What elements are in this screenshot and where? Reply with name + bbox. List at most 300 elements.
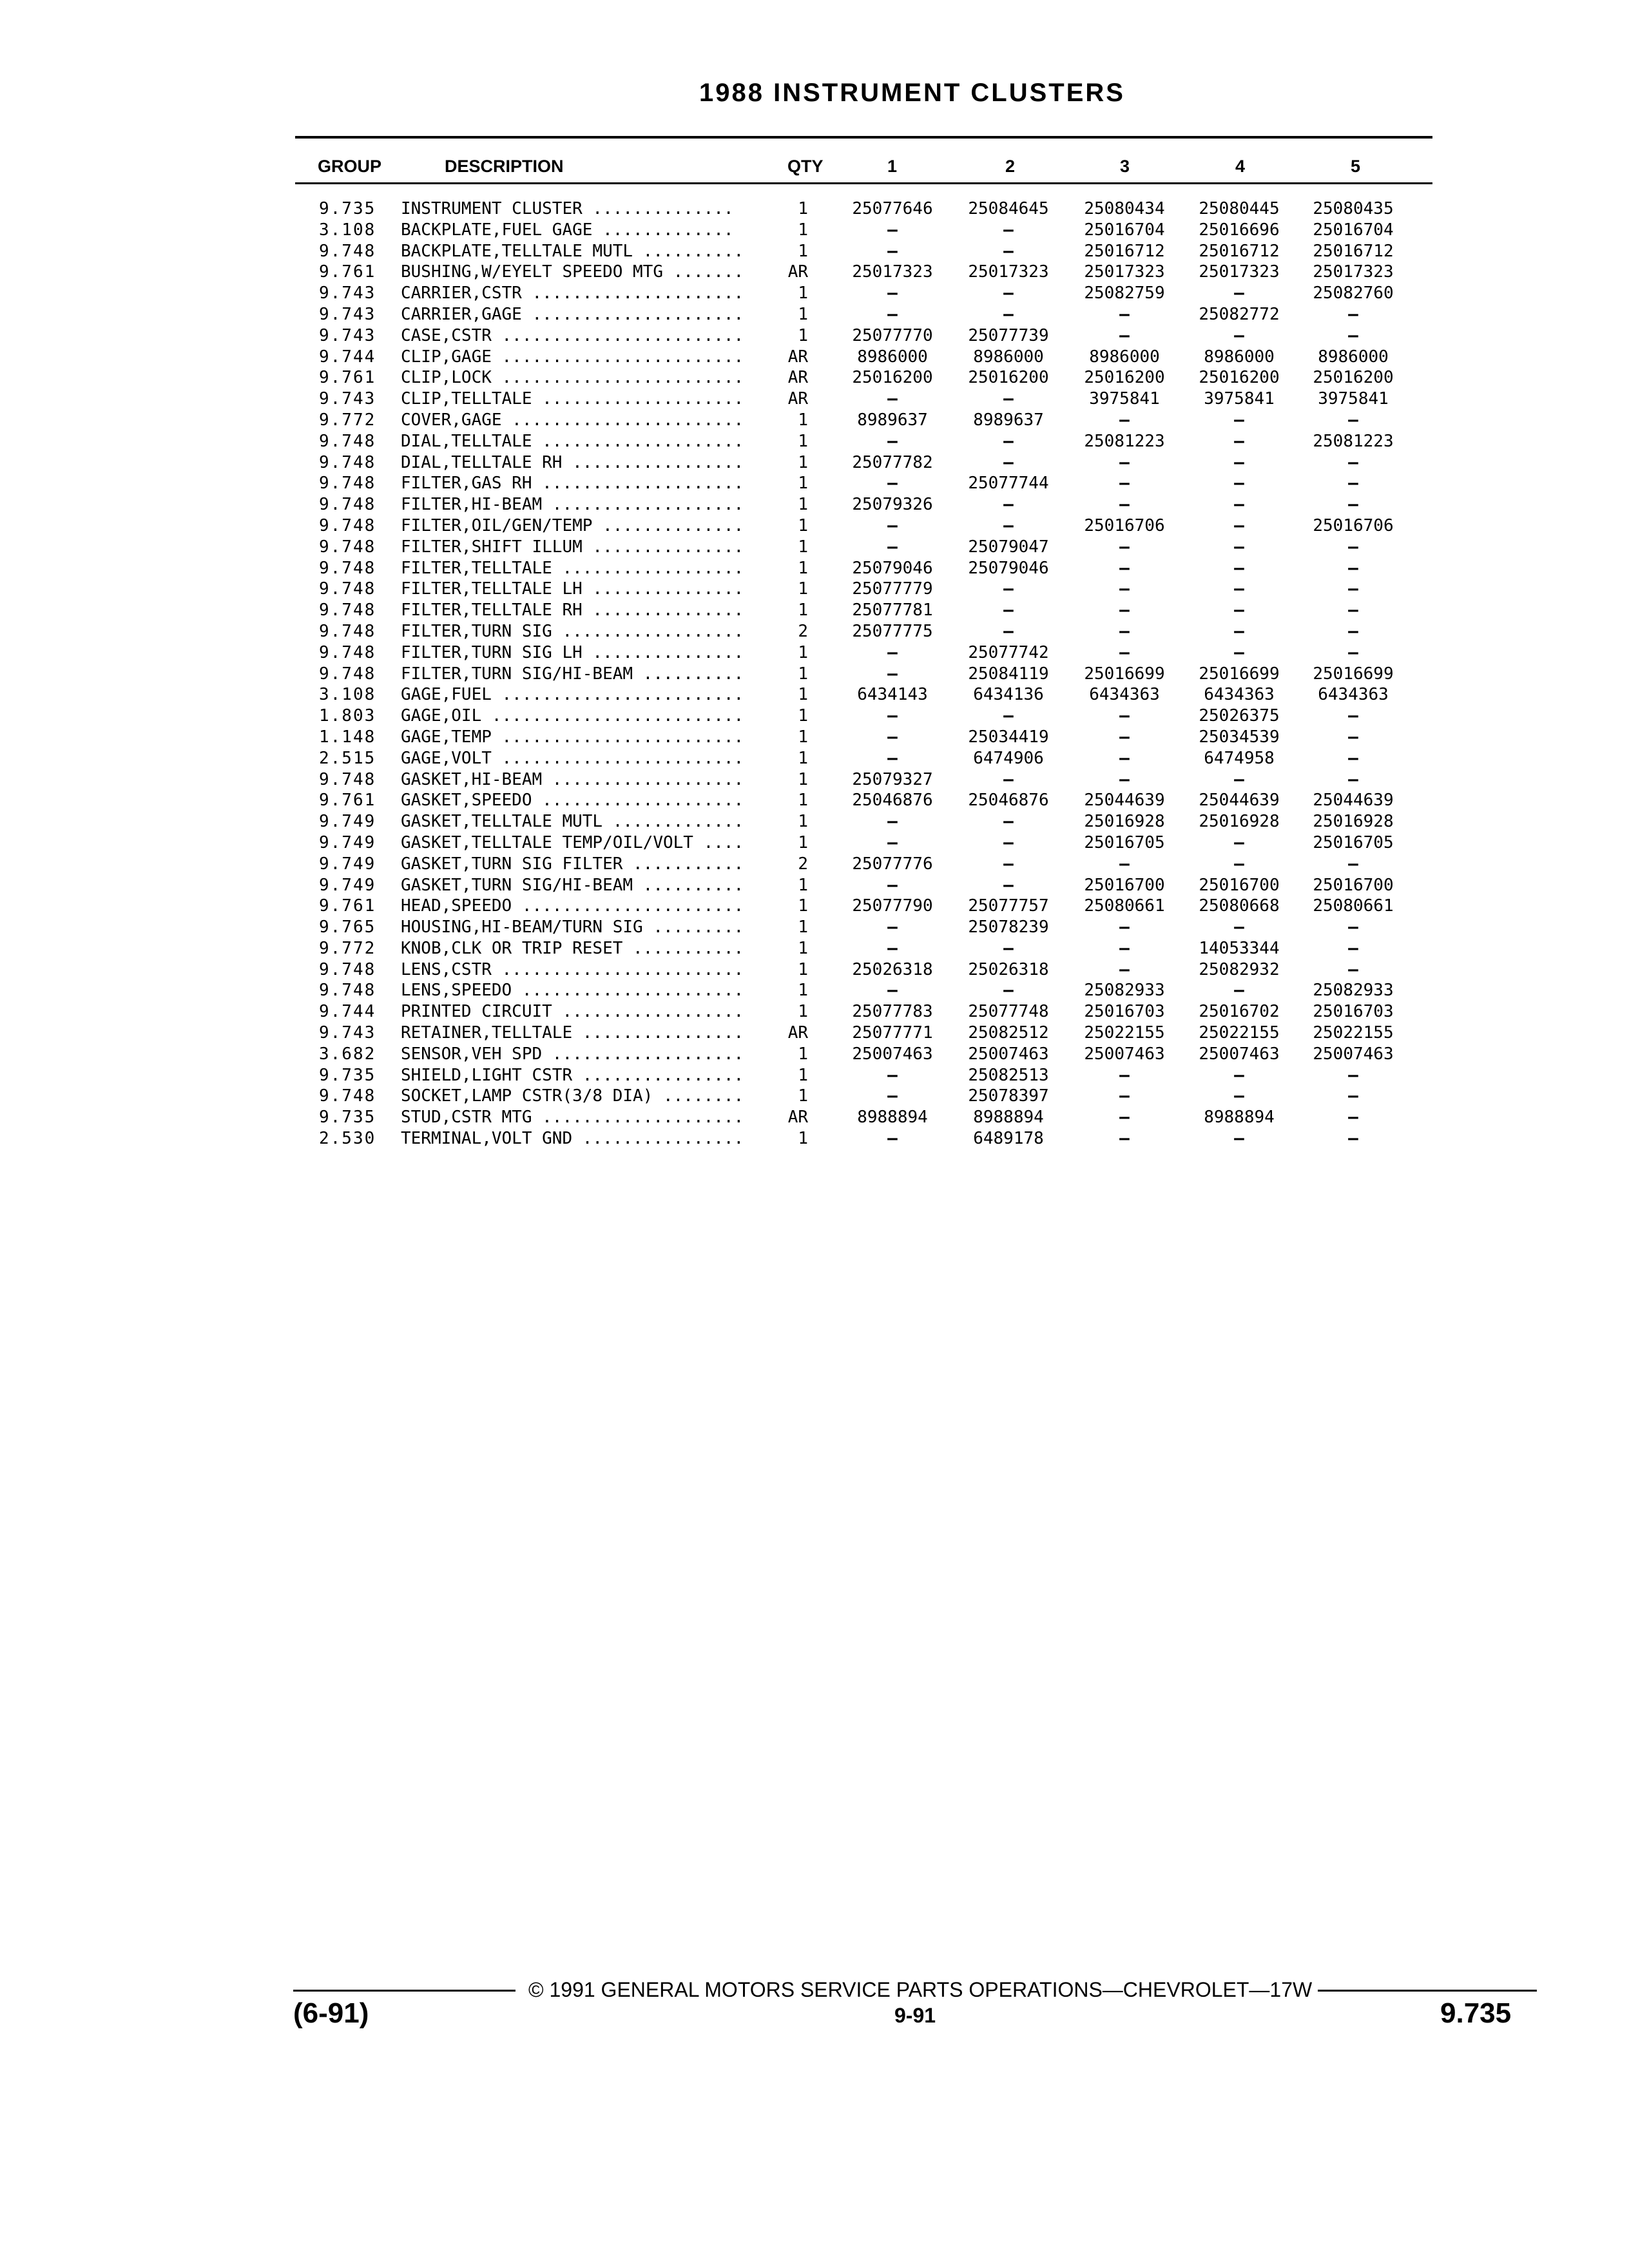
part-number-col-4: — <box>1234 515 1244 535</box>
group-code: 9.744 <box>319 1002 376 1022</box>
quantity: 1 <box>798 325 808 345</box>
part-number-col-1: — <box>887 284 898 303</box>
part-number-col-1: — <box>887 832 898 852</box>
group-code: 9.748 <box>319 959 376 979</box>
quantity: 1 <box>798 642 808 662</box>
part-number-col-1: — <box>887 727 898 747</box>
part-number-col-4: — <box>1234 495 1244 515</box>
group-code: 9.761 <box>319 896 376 916</box>
part-number-col-1: — <box>887 748 898 768</box>
quantity: 1 <box>798 474 808 494</box>
part-description: CLIP,TELLTALE .................... <box>401 389 744 409</box>
part-number-col-4: 25034539 <box>1199 727 1280 747</box>
table-row <box>0 515 1629 537</box>
table-row <box>0 938 1629 959</box>
table-row <box>0 896 1629 917</box>
footer-right-rule <box>1318 1990 1537 1992</box>
table-row <box>0 664 1629 685</box>
table-row <box>0 220 1629 241</box>
part-description: FILTER,TURN SIG LH ............... <box>401 642 744 662</box>
part-number-col-1: 25077781 <box>852 601 933 620</box>
part-number-col-4: — <box>1234 474 1244 494</box>
part-description: BUSHING,W/EYELT SPEEDO MTG ....... <box>401 262 744 282</box>
part-number-col-5: 6434363 <box>1318 685 1389 705</box>
part-number-col-5: 25017323 <box>1313 262 1394 282</box>
quantity: 1 <box>798 284 808 303</box>
table-row <box>0 1023 1629 1044</box>
part-number-col-1: — <box>887 918 898 937</box>
part-number-col-5: — <box>1348 601 1358 620</box>
part-number-col-5: — <box>1348 410 1358 430</box>
part-description: LENS,SPEEDO ...................... <box>401 981 744 1001</box>
part-description: KNOB,CLK OR TRIP RESET ........... <box>401 938 744 958</box>
part-number-col-1: — <box>887 875 898 895</box>
table-row <box>0 494 1629 515</box>
quantity: AR <box>787 262 808 282</box>
quantity: 1 <box>798 1086 808 1106</box>
part-number-col-4: 8988894 <box>1204 1108 1275 1128</box>
table-row <box>0 558 1629 579</box>
part-number-col-1: — <box>887 515 898 535</box>
part-number-col-1: 8989637 <box>857 410 928 430</box>
group-code: 9.735 <box>319 1108 376 1128</box>
part-number-col-5: 25082933 <box>1313 981 1394 1001</box>
part-number-col-3: — <box>1119 579 1130 599</box>
part-description: COVER,GAGE ....................... <box>401 410 744 430</box>
part-number-col-4: 25016928 <box>1199 812 1280 832</box>
part-number-col-3: 25081223 <box>1084 431 1165 451</box>
footer-page-number: 9-91 <box>894 2004 936 2027</box>
column-header-1: 1 <box>887 157 898 176</box>
quantity: 2 <box>798 854 808 874</box>
part-description: BACKPLATE,TELLTALE MUTL .......... <box>401 241 744 261</box>
table-row <box>0 854 1629 875</box>
group-code: 3.682 <box>319 1044 376 1064</box>
part-number-col-1: — <box>887 304 898 324</box>
part-number-col-5: 3975841 <box>1318 389 1389 409</box>
group-code: 9.749 <box>319 832 376 852</box>
part-description: DIAL,TELLTALE .................... <box>401 431 744 451</box>
group-code: 9.748 <box>319 981 376 1001</box>
part-description: FILTER,TELLTALE RH ............... <box>401 601 744 620</box>
part-number-col-2: — <box>1003 304 1014 324</box>
part-number-col-2: — <box>1003 621 1014 641</box>
part-number-col-4: 25044639 <box>1199 791 1280 811</box>
part-number-col-1: — <box>887 241 898 261</box>
table-row <box>0 706 1629 727</box>
part-number-col-3: — <box>1119 601 1130 620</box>
part-number-col-3: — <box>1119 495 1130 515</box>
part-description: GASKET,TELLTALE TEMP/OIL/VOLT .... <box>401 832 744 852</box>
part-number-col-3: — <box>1119 727 1130 747</box>
group-code: 9.748 <box>319 601 376 620</box>
quantity: 1 <box>798 199 808 218</box>
part-number-col-5: 25080435 <box>1313 199 1394 218</box>
column-header-3: 3 <box>1120 157 1130 176</box>
part-number-col-2: — <box>1003 515 1014 535</box>
part-number-col-3: 25016928 <box>1084 812 1165 832</box>
part-number-col-5: 25016705 <box>1313 832 1394 852</box>
table-row <box>0 367 1629 389</box>
part-number-col-2: — <box>1003 389 1014 409</box>
part-number-col-1: 25079046 <box>852 558 933 578</box>
group-code: 1.803 <box>319 706 376 726</box>
part-number-col-4: 25016200 <box>1199 368 1280 388</box>
header-bottom-rule <box>295 182 1432 184</box>
part-number-col-3: 8986000 <box>1089 347 1160 367</box>
part-number-col-5: 25016928 <box>1313 812 1394 832</box>
part-number-col-1: 25077779 <box>852 579 933 599</box>
part-description: RETAINER,TELLTALE ................ <box>401 1023 744 1043</box>
footer-section-code: 9.735 <box>1440 1997 1512 2029</box>
quantity: AR <box>787 389 808 409</box>
quantity: 1 <box>798 748 808 768</box>
quantity: 1 <box>798 558 808 578</box>
footer-copyright: © 1991 GENERAL MOTORS SERVICE PARTS OPERATIONS—CHEVROLET—17W <box>528 1978 1313 2001</box>
quantity: 1 <box>798 1065 808 1085</box>
part-number-col-3: — <box>1119 304 1130 324</box>
part-number-col-2: 25079047 <box>968 537 1049 557</box>
part-number-col-3: 25016699 <box>1084 664 1165 684</box>
part-number-col-4: 25022155 <box>1199 1023 1280 1043</box>
part-number-col-2: — <box>1003 769 1014 789</box>
part-number-col-5: — <box>1348 558 1358 578</box>
group-code: 9.772 <box>319 410 376 430</box>
part-number-col-5: 8986000 <box>1318 347 1389 367</box>
part-number-col-2: 25077739 <box>968 325 1049 345</box>
group-code: 9.749 <box>319 854 376 874</box>
part-number-col-5: 25081223 <box>1313 431 1394 451</box>
part-number-col-1: 25077790 <box>852 896 933 916</box>
part-number-col-2: 25007463 <box>968 1044 1049 1064</box>
table-row <box>0 198 1629 220</box>
column-header-4: 4 <box>1235 157 1246 176</box>
part-number-col-3: 25016700 <box>1084 875 1165 895</box>
part-description: CLIP,GAGE ........................ <box>401 347 744 367</box>
table-row <box>0 283 1629 304</box>
part-number-col-4: 8986000 <box>1204 347 1275 367</box>
group-code: 2.530 <box>319 1129 376 1149</box>
part-number-col-3: 25016703 <box>1084 1002 1165 1022</box>
part-number-col-5: — <box>1348 769 1358 789</box>
part-number-col-4: — <box>1234 284 1244 303</box>
part-number-col-4: — <box>1234 537 1244 557</box>
part-number-col-2: — <box>1003 706 1014 726</box>
part-number-col-1: — <box>887 474 898 494</box>
part-description: CARRIER,GAGE ..................... <box>401 304 744 324</box>
footer-date: (6-91) <box>293 1997 369 2029</box>
part-number-col-3: 25007463 <box>1084 1044 1165 1064</box>
table-row <box>0 304 1629 325</box>
part-number-col-3: 25016705 <box>1084 832 1165 852</box>
part-number-col-3: — <box>1119 854 1130 874</box>
quantity: AR <box>787 347 808 367</box>
part-description: CARRIER,CSTR ..................... <box>401 284 744 303</box>
part-description: FILTER,TELLTALE .................. <box>401 558 744 578</box>
part-number-col-2: — <box>1003 284 1014 303</box>
part-number-col-4: — <box>1234 832 1244 852</box>
group-code: 3.108 <box>319 220 376 240</box>
part-description: HOUSING,HI-BEAM/TURN SIG ......... <box>401 918 744 937</box>
part-number-col-1: — <box>887 981 898 1001</box>
part-number-col-3: — <box>1119 474 1130 494</box>
part-number-col-4: — <box>1234 854 1244 874</box>
table-row <box>0 684 1629 706</box>
group-code: 9.743 <box>319 304 376 324</box>
part-number-col-3: 3975841 <box>1089 389 1160 409</box>
part-number-col-4: — <box>1234 1129 1244 1149</box>
group-code: 9.743 <box>319 325 376 345</box>
part-number-col-2: 25077744 <box>968 474 1049 494</box>
part-number-col-4: — <box>1234 558 1244 578</box>
table-row <box>0 727 1629 748</box>
part-number-col-2: 25046876 <box>968 791 1049 811</box>
table-row <box>0 262 1629 283</box>
part-number-col-4: 14053344 <box>1199 938 1280 958</box>
part-number-col-4: 25016700 <box>1199 875 1280 895</box>
part-number-col-4: — <box>1234 431 1244 451</box>
quantity: 1 <box>798 727 808 747</box>
part-number-col-2: 25079046 <box>968 558 1049 578</box>
group-code: 9.761 <box>319 262 376 282</box>
part-number-col-3: — <box>1119 537 1130 557</box>
group-code: 9.765 <box>319 918 376 937</box>
part-number-col-2: 25078397 <box>968 1086 1049 1106</box>
column-header-5: 5 <box>1351 157 1361 176</box>
part-number-col-1: — <box>887 1129 898 1149</box>
part-number-col-4: 6434363 <box>1204 685 1275 705</box>
part-number-col-1: — <box>887 537 898 557</box>
part-number-col-3: — <box>1119 410 1130 430</box>
part-number-col-1: 25007463 <box>852 1044 933 1064</box>
part-number-col-5: — <box>1348 325 1358 345</box>
group-code: 9.749 <box>319 812 376 832</box>
table-row <box>0 980 1629 1001</box>
table-row <box>0 790 1629 811</box>
part-number-col-2: 25016200 <box>968 368 1049 388</box>
group-code: 9.748 <box>319 515 376 535</box>
part-number-col-3: — <box>1119 621 1130 641</box>
table-row <box>0 1044 1629 1065</box>
column-header-description: DESCRIPTION <box>445 157 564 176</box>
part-number-col-3: — <box>1119 1108 1130 1128</box>
part-number-col-2: 8989637 <box>973 410 1044 430</box>
group-code: 9.748 <box>319 558 376 578</box>
table-row <box>0 389 1629 410</box>
table-row <box>0 1086 1629 1107</box>
table-row <box>0 917 1629 938</box>
part-number-col-3: 25022155 <box>1084 1023 1165 1043</box>
part-number-col-4: — <box>1234 452 1244 472</box>
part-number-col-5: — <box>1348 918 1358 937</box>
part-number-col-5: — <box>1348 706 1358 726</box>
part-number-col-2: 25017323 <box>968 262 1049 282</box>
part-number-col-5: — <box>1348 304 1358 324</box>
part-number-col-5: — <box>1348 748 1358 768</box>
part-number-col-4: 25007463 <box>1199 1044 1280 1064</box>
part-number-col-5: 25007463 <box>1313 1044 1394 1064</box>
part-number-col-3: 25080661 <box>1084 896 1165 916</box>
table-row <box>0 410 1629 431</box>
part-number-col-4: 25026375 <box>1199 706 1280 726</box>
part-number-col-2: — <box>1003 854 1014 874</box>
part-number-col-3: — <box>1119 918 1130 937</box>
part-number-col-3: 6434363 <box>1089 685 1160 705</box>
part-description: GASKET,TURN SIG/HI-BEAM .......... <box>401 875 744 895</box>
quantity: 1 <box>798 1129 808 1149</box>
part-number-col-1: — <box>887 664 898 684</box>
part-number-col-4: 25082932 <box>1199 959 1280 979</box>
part-number-col-5: — <box>1348 642 1358 662</box>
part-description: SENSOR,VEH SPD ................... <box>401 1044 744 1064</box>
group-code: 9.735 <box>319 1065 376 1085</box>
part-number-col-3: — <box>1119 938 1130 958</box>
part-number-col-1: 8988894 <box>857 1108 928 1128</box>
part-number-col-5: — <box>1348 579 1358 599</box>
part-number-col-1: 25077776 <box>852 854 933 874</box>
part-number-col-4: 25080668 <box>1199 896 1280 916</box>
part-description: PRINTED CIRCUIT .................. <box>401 1002 744 1022</box>
part-number-col-5: — <box>1348 474 1358 494</box>
group-code: 9.748 <box>319 621 376 641</box>
part-description: GASKET,TURN SIG FILTER ........... <box>401 854 744 874</box>
group-code: 2.515 <box>319 748 376 768</box>
group-code: 9.761 <box>319 791 376 811</box>
group-code: 9.748 <box>319 474 376 494</box>
part-number-col-1: — <box>887 389 898 409</box>
part-description: GAGE,VOLT ........................ <box>401 748 744 768</box>
table-row <box>0 473 1629 494</box>
part-number-col-3: — <box>1119 769 1130 789</box>
column-header-2: 2 <box>1005 157 1016 176</box>
part-description: FILTER,HI-BEAM ................... <box>401 495 744 515</box>
part-number-col-1: 25046876 <box>852 791 933 811</box>
part-number-col-4: 25016696 <box>1199 220 1280 240</box>
part-number-col-4: — <box>1234 325 1244 345</box>
quantity: AR <box>787 1108 808 1128</box>
table-row <box>0 875 1629 896</box>
table-row <box>0 1065 1629 1086</box>
quantity: AR <box>787 368 808 388</box>
part-number-col-3: 25017323 <box>1084 262 1165 282</box>
part-number-col-1: 6434143 <box>857 685 928 705</box>
quantity: 1 <box>798 515 808 535</box>
group-code: 9.748 <box>319 452 376 472</box>
part-description: HEAD,SPEEDO ...................... <box>401 896 744 916</box>
quantity: 1 <box>798 812 808 832</box>
part-number-col-2: — <box>1003 579 1014 599</box>
quantity: 1 <box>798 452 808 472</box>
quantity: 1 <box>798 304 808 324</box>
column-header-qty: QTY <box>787 157 824 176</box>
part-number-col-3: — <box>1119 1065 1130 1085</box>
part-number-col-5: 25044639 <box>1313 791 1394 811</box>
parts-table <box>0 198 1629 1149</box>
group-code: 9.743 <box>319 284 376 303</box>
table-row <box>0 959 1629 981</box>
quantity: 1 <box>798 791 808 811</box>
part-description: CLIP,LOCK ........................ <box>401 368 744 388</box>
group-code: 3.108 <box>319 685 376 705</box>
quantity: 1 <box>798 537 808 557</box>
part-number-col-4: — <box>1234 769 1244 789</box>
quantity: 1 <box>798 896 808 916</box>
table-row <box>0 579 1629 600</box>
part-number-col-5: 25022155 <box>1313 1023 1394 1043</box>
group-code: 9.743 <box>319 389 376 409</box>
table-row <box>0 1001 1629 1023</box>
table-row <box>0 325 1629 347</box>
part-number-col-4: — <box>1234 601 1244 620</box>
quantity: 2 <box>798 621 808 641</box>
part-description: CASE,CSTR ........................ <box>401 325 744 345</box>
group-code: 9.772 <box>319 938 376 958</box>
part-number-col-3: — <box>1119 748 1130 768</box>
table-row <box>0 1107 1629 1128</box>
table-row <box>0 1128 1629 1149</box>
part-number-col-1: 25079326 <box>852 495 933 515</box>
part-number-col-5: 25016704 <box>1313 220 1394 240</box>
part-number-col-3: — <box>1119 1129 1130 1149</box>
header-top-rule <box>295 136 1432 139</box>
part-number-col-5: 25016699 <box>1313 664 1394 684</box>
part-number-col-2: — <box>1003 601 1014 620</box>
part-description: FILTER,TURN SIG .................. <box>401 621 744 641</box>
part-number-col-1: — <box>887 812 898 832</box>
part-number-col-5: 25016700 <box>1313 875 1394 895</box>
part-number-col-4: — <box>1234 642 1244 662</box>
part-number-col-4: 25016712 <box>1199 241 1280 261</box>
part-number-col-4: — <box>1234 1065 1244 1085</box>
part-description: DIAL,TELLTALE RH ................. <box>401 452 744 472</box>
part-description: STUD,CSTR MTG .................... <box>401 1108 744 1128</box>
group-code: 9.748 <box>319 537 376 557</box>
part-number-col-4: — <box>1234 579 1244 599</box>
part-number-col-5: — <box>1348 495 1358 515</box>
quantity: 1 <box>798 875 808 895</box>
part-number-col-2: — <box>1003 875 1014 895</box>
part-description: GASKET,SPEEDO .................... <box>401 791 744 811</box>
part-number-col-1: — <box>887 706 898 726</box>
group-code: 9.748 <box>319 579 376 599</box>
quantity: 1 <box>798 959 808 979</box>
part-number-col-2: — <box>1003 220 1014 240</box>
part-number-col-2: 25078239 <box>968 918 1049 937</box>
quantity: 1 <box>798 706 808 726</box>
part-number-col-2: 25034419 <box>968 727 1049 747</box>
part-number-col-2: 8986000 <box>973 347 1044 367</box>
part-number-col-2: — <box>1003 938 1014 958</box>
part-number-col-3: 25016706 <box>1084 515 1165 535</box>
quantity: 1 <box>798 1044 808 1064</box>
table-row <box>0 600 1629 621</box>
part-number-col-3: 25044639 <box>1084 791 1165 811</box>
part-number-col-4: — <box>1234 410 1244 430</box>
part-number-col-5: — <box>1348 938 1358 958</box>
quantity: 1 <box>798 410 808 430</box>
part-number-col-2: 25084645 <box>968 199 1049 218</box>
group-code: 9.748 <box>319 241 376 261</box>
quantity: AR <box>787 1023 808 1043</box>
table-row <box>0 537 1629 558</box>
part-number-col-5: — <box>1348 1065 1358 1085</box>
group-code: 9.748 <box>319 1086 376 1106</box>
table-row <box>0 769 1629 791</box>
part-number-col-1: 25077770 <box>852 325 933 345</box>
part-number-col-1: 25077646 <box>852 199 933 218</box>
part-number-col-2: — <box>1003 241 1014 261</box>
quantity: 1 <box>798 220 808 240</box>
